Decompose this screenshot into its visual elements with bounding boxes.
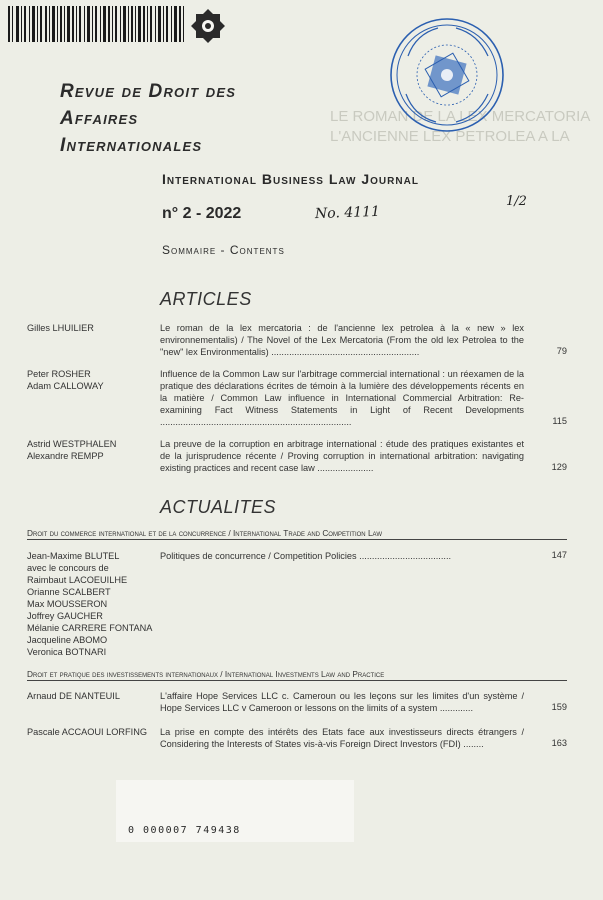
article-title: La preuve de la corruption en arbitrage international : étude des pratiques existantes et de la jurisprudence récente / Proving corruption in international arbitration: navigating existing practices and recent case law ...................... xyxy=(160,439,524,473)
author-name: Jean-Maxime BLUTEL xyxy=(27,551,120,561)
author-name: avec le concours de xyxy=(27,563,109,573)
author-name: Joffrey GAUCHER xyxy=(27,611,103,621)
page-number: 79 xyxy=(556,346,567,356)
handwritten-fraction: 1/2 xyxy=(506,194,527,209)
author-name: Adam CALLOWAY xyxy=(27,381,104,391)
article-title: Le roman de la lex mercatoria : de l'ancienne lex petrolea à la « new » lex environnementalis) / The Novel of the Lex Mercatoria (From the old lex Petrolea to the "new" lex Environmentalis) .......................................................... xyxy=(160,323,524,357)
article-authors xyxy=(27,322,94,334)
author-name: Jacqueline ABOMO xyxy=(27,635,108,645)
show-through-text: LE ROMAN DE LA LEX MERCATORIA xyxy=(330,108,591,125)
author-name: Orianne SCALBERT xyxy=(27,587,111,597)
journal-subtitle: International Business Law Journal xyxy=(162,171,419,187)
author-name: Arnaud DE NANTEUIL xyxy=(27,691,120,701)
author-name: Pascale ACCAOUI LORFING xyxy=(27,727,147,737)
article-title: Politiques de concurrence / Competition Policies .................................... xyxy=(160,551,452,561)
barcode-icon xyxy=(0,0,232,56)
show-through-text: L'ANCIENNE LEX PETROLEA A LA xyxy=(330,128,570,145)
author-name: Alexandre REMPP xyxy=(27,451,104,461)
journal-title-line: Internationales xyxy=(60,135,203,156)
rubric-heading: Droit et pratique des investissements internationaux / International Investments Law and Practice xyxy=(27,669,567,681)
page-number: 159 xyxy=(551,702,567,712)
author-name: Raimbaut LACOEUILHE xyxy=(27,575,128,585)
author-name: Gilles LHUILIER xyxy=(27,323,94,333)
rubric-heading: Droit du commerce international et de la concurrence / International Trade and Competition Law xyxy=(27,528,567,540)
page-number: 163 xyxy=(551,738,567,748)
article-title: La prise en compte des intérêts des Etats face aux investisseurs directs étrangers / Considering the Interests of States vis-à-vis Foreign Direct Investors (FDI) ........ xyxy=(160,727,524,749)
author-name: Peter ROSHER xyxy=(27,369,91,379)
barcode-digits: 0 000007 749438 xyxy=(128,825,241,836)
author-name: Astrid WESTPHALEN xyxy=(27,439,117,449)
articles-heading: ARTICLES xyxy=(160,289,252,309)
library-stamp-icon xyxy=(388,16,506,134)
author-name: Veronica BOTNARI xyxy=(27,647,107,657)
article-authors xyxy=(27,368,104,392)
journal-title-line: Revue de Droit des xyxy=(60,81,237,102)
article-title: Influence de la Common Law sur l'arbitrage commercial international : un réexamen de la pratique des déclarations écrites de témoin à la lumière des développements récents en la matière / Common Law influence in International Commercial Arbitration: Re-examining Fact Witness Statements in Light of Recent Developments ........................................................................... xyxy=(160,369,524,427)
actualites-heading: ACTUALITES xyxy=(160,497,277,517)
article-authors xyxy=(27,550,152,658)
page-number: 129 xyxy=(551,462,567,472)
article-authors xyxy=(27,690,120,702)
issue-number: n° 2 - 2022 xyxy=(162,205,242,222)
article-authors xyxy=(27,726,147,738)
contents-heading: Sommaire - Contents xyxy=(162,243,285,257)
page-number: 147 xyxy=(551,550,567,560)
article-title: L'affaire Hope Services LLC c. Cameroun ou les leçons sur les limites d'un système / Hope Services LLC v Cameroon or lessons on the limits of a system ............. xyxy=(160,691,524,713)
page-number: 115 xyxy=(552,416,567,426)
journal-title-line: Affaires xyxy=(60,108,139,129)
author-name: Mélanie CARRERE FONTANA xyxy=(27,623,153,633)
journal-title xyxy=(60,78,360,159)
handwritten-number: No. 4111 xyxy=(314,203,381,223)
article-authors xyxy=(27,438,116,462)
author-name: Max MOUSSERON xyxy=(27,599,108,609)
